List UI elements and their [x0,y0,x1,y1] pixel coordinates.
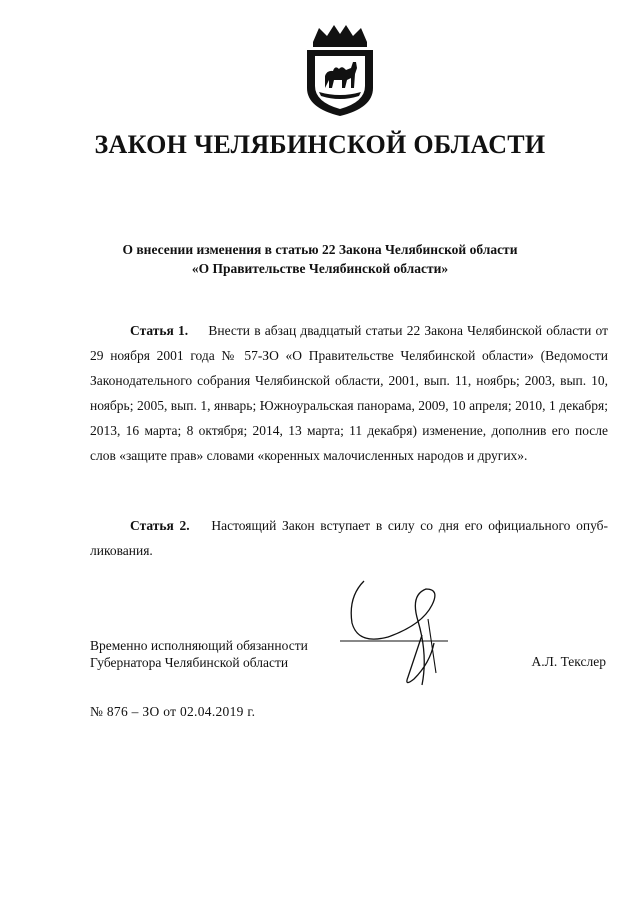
article-1-text: Внести в абзац двадцатый статьи 22 Закона Челябинской области от 29 ноября 2001 года № 57-ЗО «О Правительстве Челябинской области» (Ведомости Законодательного собрания Челябинской области, 2001, вып. 11, ноябрь; 2003, вып. 10, ноябрь; 2005, вып. 1, январь; Южноуральская панорама, 2009, 10 апреля; 2010, 1 декабря; 2013, 16 марта; 8 октября; 2014, 13 марта; 11 декабря) изменение, дополнив его после слов «защите прав» словами «коренных малочисленных народов и других». [90,323,608,463]
article-1 [90,318,608,468]
article-2-text: Настоящий Закон вступает в силу со дня его официального опубликования. [90,518,609,558]
subtitle-line-2: «О Правительстве Челябинской области» [191,261,449,276]
registration-number: № 876 – ЗО от 02.04.2019 г. [90,704,256,719]
signer-position-line-1: Временно исполняющий обязанности [90,638,308,653]
signer-position [90,637,350,671]
coat-of-arms-icon [301,22,379,118]
signer-name: А.Л. Текслер [531,654,606,669]
signature-icon [330,575,460,695]
article-2 [90,513,608,563]
article-2-label: Статья 2. [130,518,190,533]
signer-position-line-2: Губернатора Челябинской области [90,655,289,670]
subtitle-line-1: О внесении изменения в статью 22 Закона Челябинской области [122,242,518,257]
document-title: ЗАКОН ЧЕЛЯБИНСКОЙ ОБЛАСТИ [94,130,546,159]
article-1-label: Статья 1. [130,323,189,338]
document-subtitle [0,240,640,278]
